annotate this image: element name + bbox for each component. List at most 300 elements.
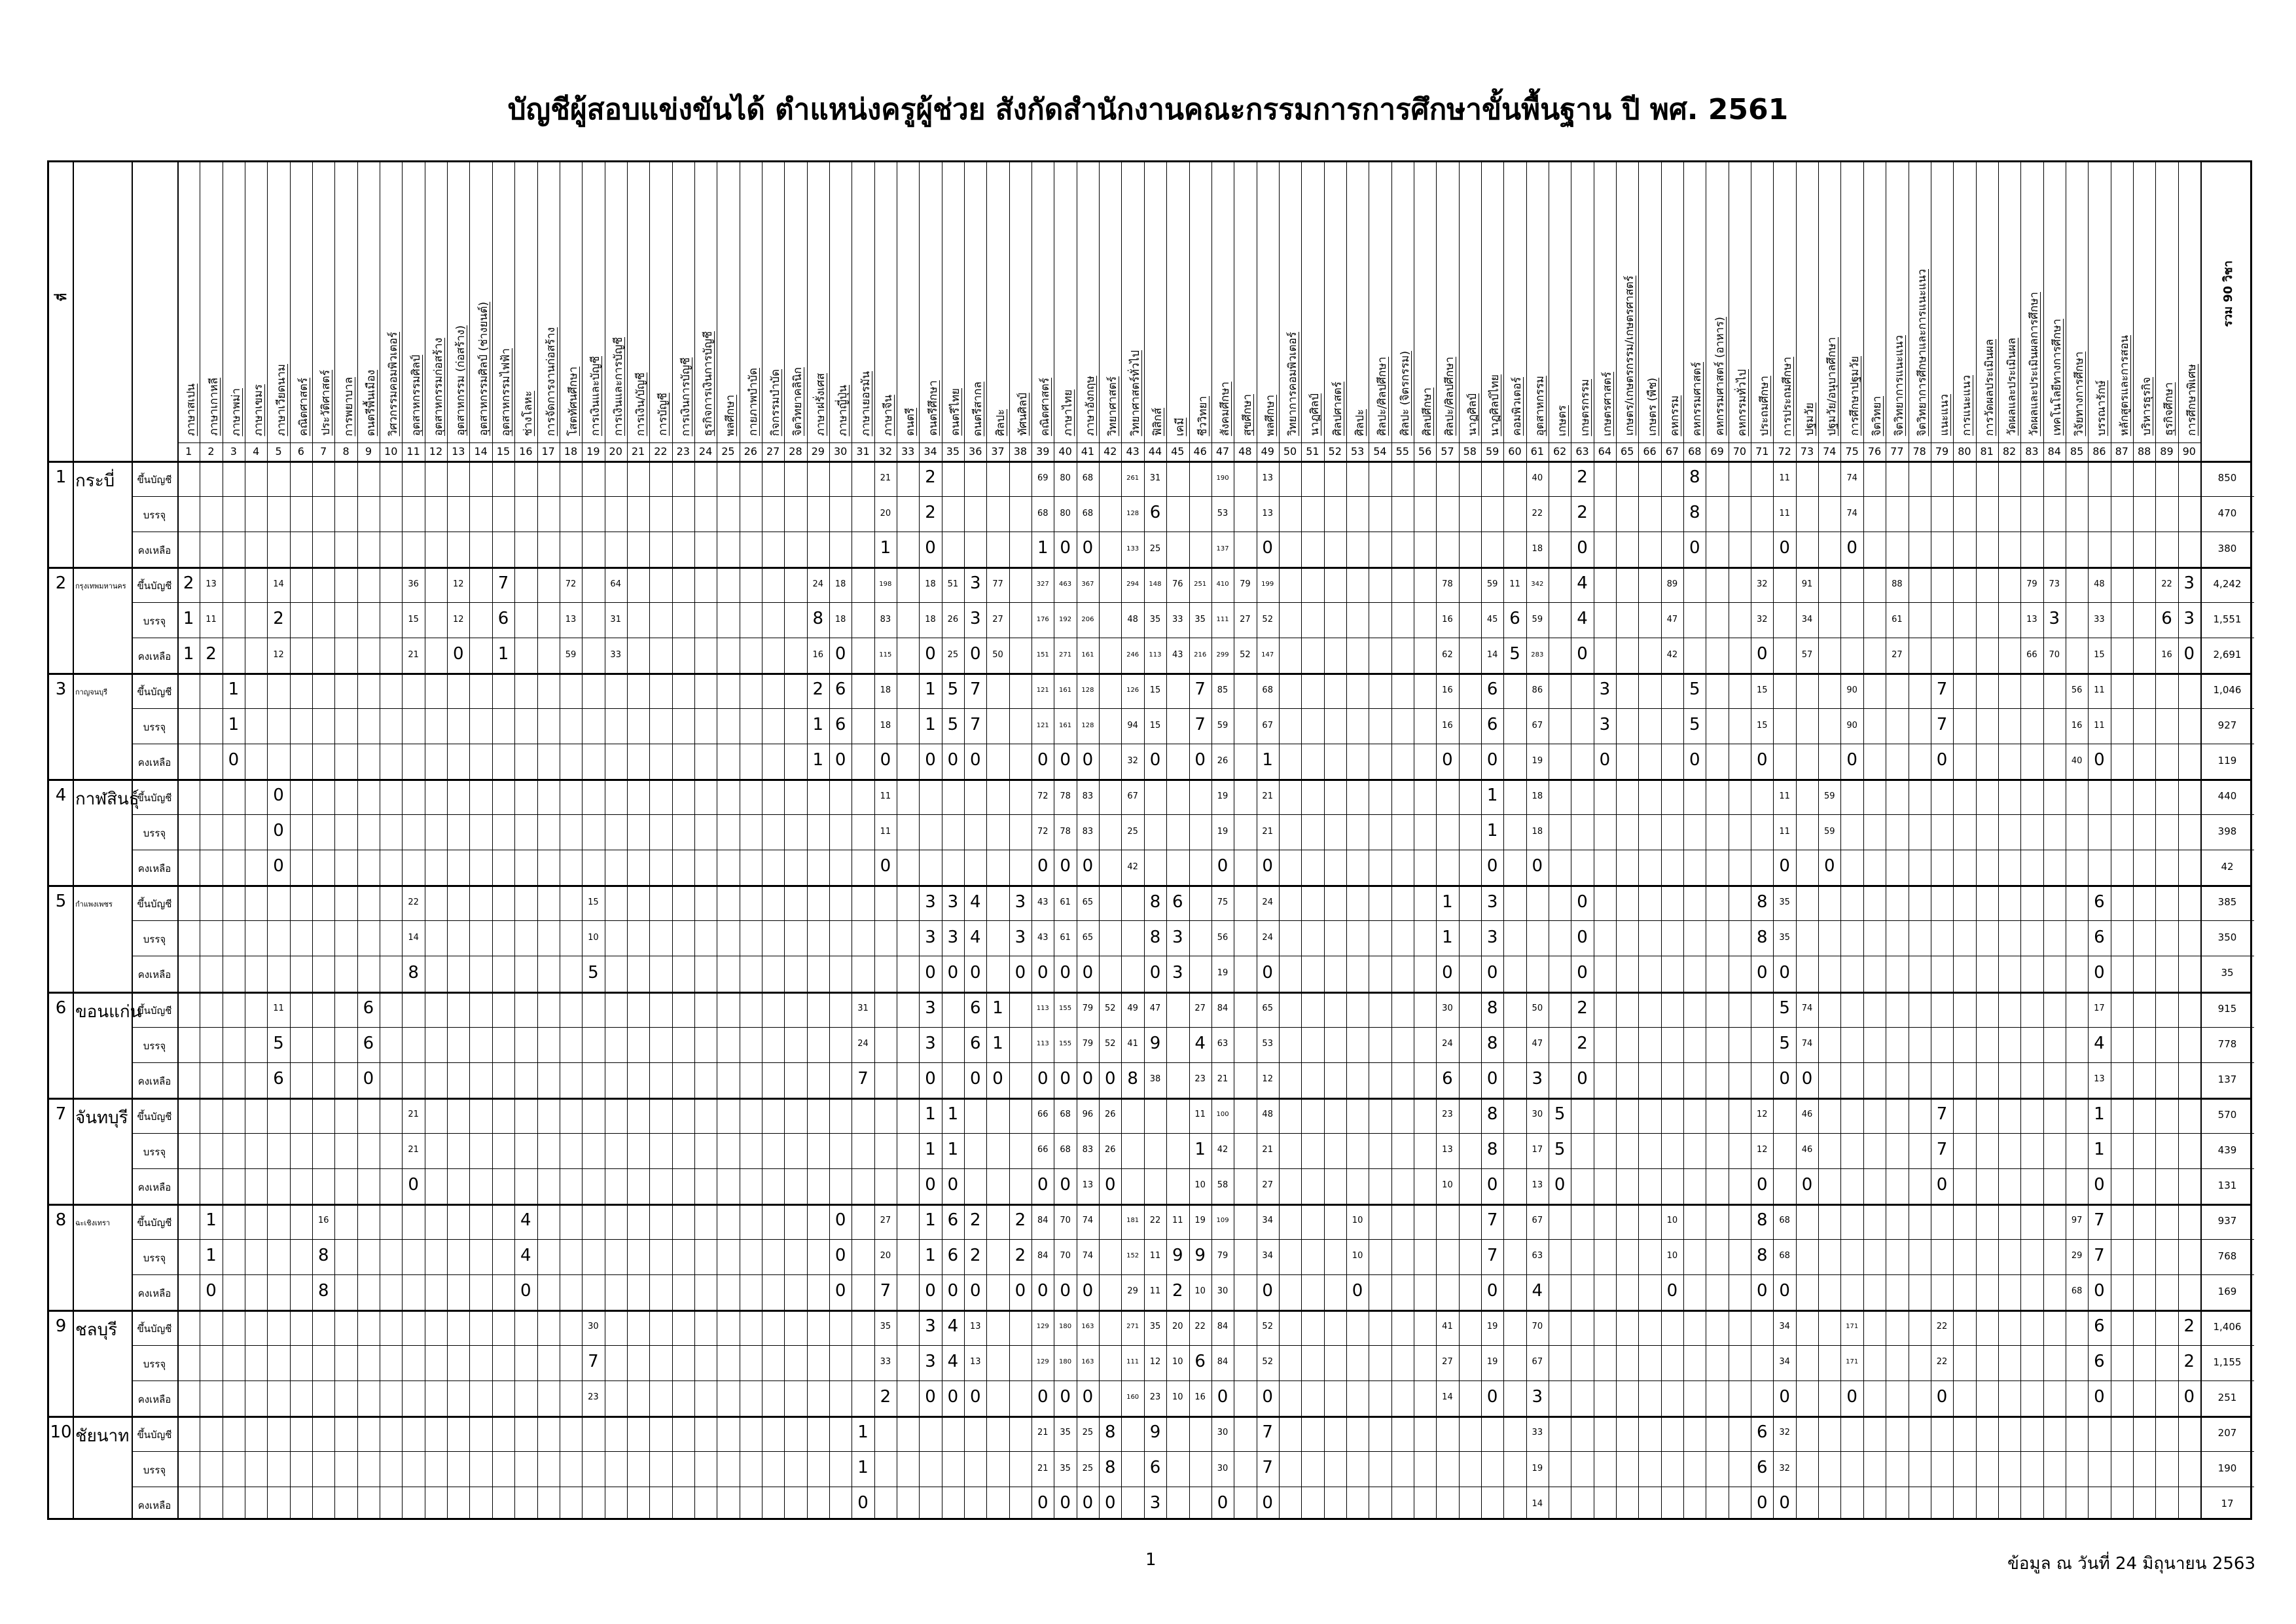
data-cell: 133 bbox=[1126, 545, 1139, 552]
data-cell: 83 bbox=[880, 614, 891, 624]
data-cell: 84 bbox=[1217, 1322, 1229, 1332]
data-cell: 8 bbox=[1757, 892, 1768, 912]
data-cell: 12 bbox=[453, 614, 464, 624]
subject-number: 83 bbox=[2025, 445, 2039, 458]
subject-header: ธุรกิจศึกษา bbox=[2162, 382, 2176, 436]
data-cell: 1 bbox=[2094, 1139, 2105, 1159]
data-cell: 0 bbox=[1757, 1280, 1768, 1301]
province-name: กำแพงเพชร bbox=[75, 900, 113, 909]
data-cell: 1 bbox=[925, 1139, 936, 1159]
data-cell: 35 bbox=[1779, 933, 1790, 943]
data-cell: 1 bbox=[1442, 892, 1453, 912]
data-cell: 109 bbox=[1216, 1217, 1229, 1225]
data-cell: 83 bbox=[1082, 791, 1094, 801]
data-cell: 5 bbox=[1689, 679, 1700, 700]
data-cell: 90 bbox=[1846, 685, 1857, 695]
subject-header: วิจัยทางการศึกษา bbox=[2073, 351, 2087, 436]
subject-header: พลศึกษา bbox=[724, 394, 738, 436]
data-cell: 0 bbox=[834, 1210, 846, 1230]
row-total: 439 bbox=[2217, 1144, 2237, 1156]
subject-header: เทคโนโลยีทางการศึกษา bbox=[2050, 319, 2064, 436]
data-cell: 0 bbox=[925, 644, 936, 664]
data-cell: 0 bbox=[1779, 962, 1790, 983]
row-divider bbox=[49, 992, 2250, 994]
data-cell: 6 bbox=[1442, 1068, 1453, 1089]
data-cell: 2 bbox=[2183, 1351, 2195, 1371]
data-cell: 16 bbox=[1442, 720, 1453, 731]
data-cell: 0 bbox=[992, 1068, 1003, 1089]
data-cell: 51 bbox=[947, 579, 959, 589]
data-cell: 6 bbox=[1172, 892, 1183, 912]
column-divider bbox=[1346, 162, 1347, 1518]
data-cell: 3 bbox=[925, 998, 936, 1018]
data-cell: 67 bbox=[1262, 720, 1273, 731]
data-cell: 3 bbox=[925, 892, 936, 912]
data-cell: 35 bbox=[1194, 614, 1206, 624]
data-cell: 63 bbox=[1532, 1251, 1543, 1261]
data-cell: 10 bbox=[1194, 1286, 1206, 1297]
data-cell: 161 bbox=[1059, 686, 1072, 694]
row-total: 768 bbox=[2217, 1250, 2237, 1262]
subject-number: 21 bbox=[631, 445, 645, 458]
row-total: 17 bbox=[2221, 1497, 2234, 1509]
column-divider bbox=[447, 162, 448, 1518]
data-cell: 11 bbox=[1779, 791, 1790, 801]
data-cell: 25 bbox=[1127, 826, 1138, 837]
data-cell: 137 bbox=[1216, 545, 1229, 552]
data-cell: 33 bbox=[1532, 1428, 1543, 1438]
subject-number: 22 bbox=[654, 445, 668, 458]
data-cell: 271 bbox=[1059, 651, 1072, 659]
column-divider bbox=[1279, 162, 1280, 1518]
row-type-label: คงเหลือ bbox=[137, 1287, 171, 1299]
data-cell: 7 bbox=[1194, 679, 1206, 700]
data-cell: 6 bbox=[834, 679, 846, 700]
data-cell: 27 bbox=[1194, 1003, 1206, 1014]
data-cell: 13 bbox=[1262, 473, 1273, 483]
data-cell: 67 bbox=[1532, 1216, 1543, 1226]
data-cell: 20 bbox=[880, 1251, 891, 1261]
data-cell: 0 bbox=[1060, 1493, 1071, 1513]
data-cell: 63 bbox=[1217, 1039, 1229, 1049]
row-type-label: ขึ้นบัญชี bbox=[137, 1322, 172, 1335]
data-cell: 29 bbox=[2071, 1251, 2083, 1261]
data-cell: 23 bbox=[1194, 1074, 1206, 1085]
data-cell: 52 bbox=[1262, 1322, 1273, 1332]
data-cell: 0 bbox=[1262, 1280, 1273, 1301]
row-total: 470 bbox=[2217, 507, 2237, 520]
data-cell: 4 bbox=[947, 1316, 959, 1336]
data-cell: 1 bbox=[1037, 538, 1049, 558]
data-cell: 0 bbox=[1779, 1493, 1790, 1513]
data-cell: 0 bbox=[1060, 1068, 1071, 1089]
subject-number: 65 bbox=[1621, 445, 1634, 458]
data-cell: 27 bbox=[1442, 1357, 1453, 1367]
subject-header: วัดผลและประเมินผล bbox=[2005, 338, 2019, 436]
data-cell: 206 bbox=[1081, 615, 1094, 623]
data-cell: 26 bbox=[1217, 755, 1229, 766]
row-total: 1,046 bbox=[2213, 684, 2242, 696]
column-divider bbox=[1998, 162, 1999, 1518]
data-cell: 68 bbox=[1037, 508, 1049, 518]
data-cell: 14 bbox=[408, 933, 419, 943]
data-cell: 5 bbox=[1689, 715, 1700, 735]
subject-number: 58 bbox=[1463, 445, 1477, 458]
data-cell: 4 bbox=[1194, 1033, 1206, 1053]
column-divider bbox=[537, 162, 538, 1518]
data-cell: 0 bbox=[1846, 1386, 1857, 1407]
data-cell: 271 bbox=[1126, 1323, 1139, 1331]
data-cell: 36 bbox=[408, 579, 419, 589]
row-total: 350 bbox=[2217, 931, 2237, 944]
data-cell: 160 bbox=[1126, 1394, 1139, 1401]
data-cell: 0 bbox=[947, 750, 959, 770]
subject-number: 79 bbox=[1935, 445, 1949, 458]
data-cell: 48 bbox=[1262, 1110, 1273, 1120]
data-cell: 129 bbox=[1036, 1358, 1049, 1366]
subject-number: 33 bbox=[901, 445, 915, 458]
column-divider bbox=[73, 162, 74, 1518]
subject-header: ภาษาจีน bbox=[881, 394, 895, 436]
data-cell: 0 bbox=[880, 750, 891, 770]
data-cell: 13 bbox=[565, 614, 577, 624]
data-cell: 115 bbox=[879, 651, 892, 659]
subject-header: อุตสาหกรรมก่อสร้าง bbox=[431, 338, 445, 436]
data-cell: 43 bbox=[1172, 649, 1183, 660]
data-cell: 19 bbox=[1194, 1216, 1206, 1226]
row-type-label: คงเหลือ bbox=[137, 863, 171, 875]
row-type-label: ขึ้นบัญชี bbox=[137, 580, 172, 592]
subject-header: การเงินการบัญชี bbox=[679, 357, 692, 436]
subject-number: 4 bbox=[253, 445, 260, 458]
row-total: 2,691 bbox=[2213, 649, 2242, 661]
data-cell: 7 bbox=[1936, 715, 1948, 735]
row-type-label: ขึ้นบัญชี bbox=[137, 898, 172, 911]
data-cell: 1 bbox=[992, 998, 1003, 1018]
data-cell: 30 bbox=[1532, 1110, 1543, 1120]
data-cell: 1 bbox=[228, 679, 240, 700]
subject-header: ธุรกิจการเงินการบัญชี bbox=[702, 331, 715, 436]
data-cell: 27 bbox=[992, 614, 1003, 624]
data-cell: 0 bbox=[1217, 1493, 1229, 1513]
data-cell: 1 bbox=[2094, 1104, 2105, 1124]
subject-number: 37 bbox=[991, 445, 1005, 458]
page-title: บัญชีผู้สอบแข่งขันได้ ตำแหน่งครูผู้ช่วย สังกัดสำนักงานคณะกรรมการการศึกษาขั้นพื้นฐาน ปี พศ. 2561 bbox=[507, 93, 1789, 126]
data-cell: 42 bbox=[1666, 649, 1678, 660]
data-cell: 0 bbox=[1037, 1174, 1049, 1195]
data-cell: 0 bbox=[834, 1245, 846, 1265]
subject-header: วิทยาศาสตร์ทั่วไป bbox=[1128, 350, 1142, 436]
data-cell: 151 bbox=[1036, 651, 1049, 659]
data-cell: 299 bbox=[1216, 651, 1229, 659]
subject-number: 34 bbox=[924, 445, 937, 458]
subject-number: 55 bbox=[1395, 445, 1409, 458]
data-cell: 10 bbox=[1666, 1216, 1678, 1226]
subject-number: 45 bbox=[1171, 445, 1185, 458]
data-cell: 6 bbox=[2094, 927, 2105, 947]
data-cell: 15 bbox=[1149, 685, 1161, 695]
subject-header: ดนตรีพื้นเมือง bbox=[364, 369, 378, 436]
subject-header: อุตสาหกรรมศิลป์ (ช่างยนต์) bbox=[476, 302, 490, 436]
subject-header: ศิลปะ bbox=[1354, 408, 1367, 436]
subject-header: ภาษาญี่ปุ่น bbox=[836, 384, 850, 436]
data-cell: 18 bbox=[1532, 543, 1543, 554]
subject-header: ประถมศึกษา bbox=[1758, 375, 1772, 436]
data-cell: 0 bbox=[1757, 644, 1768, 664]
subject-header: ดนตรี bbox=[904, 408, 918, 436]
subject-header: การเงินและการบัญชี bbox=[611, 337, 625, 436]
data-cell: 0 bbox=[1060, 1280, 1071, 1301]
subject-header: วิศวกรรมคอมพิวเตอร์ bbox=[387, 331, 401, 436]
row-type-label: ขึ้นบัญชี bbox=[137, 1110, 172, 1123]
data-cell: 10 bbox=[1194, 1180, 1206, 1191]
data-cell: 4 bbox=[947, 1351, 959, 1371]
row-type-label: คงเหลือ bbox=[137, 1499, 171, 1511]
data-cell: 34 bbox=[1779, 1322, 1790, 1332]
data-cell: 113 bbox=[1036, 1005, 1049, 1013]
subject-number: 25 bbox=[721, 445, 735, 458]
subject-number: 84 bbox=[2047, 445, 2061, 458]
data-cell: 19 bbox=[1217, 791, 1229, 801]
row-divider bbox=[132, 1239, 2254, 1240]
data-cell: 1 bbox=[812, 715, 824, 735]
column-divider bbox=[2020, 162, 2021, 1518]
data-cell: 31 bbox=[857, 1003, 869, 1014]
column-divider bbox=[1436, 162, 1437, 1518]
row-divider bbox=[49, 885, 2250, 887]
data-cell: 6 bbox=[1757, 1458, 1768, 1478]
subject-header: กายภาพบำบัด bbox=[746, 368, 760, 436]
data-cell: 68 bbox=[2071, 1286, 2083, 1297]
data-cell: 13 bbox=[1442, 1145, 1453, 1155]
data-cell: 1 bbox=[925, 1210, 936, 1230]
subject-header: ประวัติศาสตร์ bbox=[319, 370, 333, 436]
data-cell: 190 bbox=[1216, 474, 1229, 482]
data-cell: 10 bbox=[1172, 1357, 1183, 1367]
data-cell: 0 bbox=[1846, 750, 1857, 770]
data-cell: 180 bbox=[1059, 1358, 1072, 1366]
column-divider bbox=[1953, 162, 1954, 1518]
data-cell: 0 bbox=[1757, 962, 1768, 983]
data-cell: 1 bbox=[1194, 1139, 1206, 1159]
subject-number: 67 bbox=[1665, 445, 1679, 458]
row-divider bbox=[132, 1027, 2254, 1028]
data-cell: 21 bbox=[408, 1110, 419, 1120]
data-cell: 0 bbox=[1060, 962, 1071, 983]
data-cell: 128 bbox=[1081, 686, 1094, 694]
subject-number: 16 bbox=[519, 445, 533, 458]
data-cell: 11 bbox=[1172, 1216, 1183, 1226]
subject-header: การพยาบาล bbox=[342, 376, 355, 436]
data-cell: 0 bbox=[520, 1280, 531, 1301]
data-cell: 2 bbox=[1577, 1033, 1588, 1053]
data-cell: 152 bbox=[1126, 1252, 1139, 1260]
subject-number: 82 bbox=[2002, 445, 2017, 458]
row-divider bbox=[132, 1062, 2254, 1063]
data-cell: 22 bbox=[1532, 508, 1543, 518]
data-cell: 1 bbox=[206, 1210, 217, 1230]
data-cell: 3 bbox=[925, 1033, 936, 1053]
subject-header: การเงิน/บัญชี bbox=[634, 372, 648, 436]
data-cell: 0 bbox=[1262, 1493, 1273, 1513]
subject-number: 13 bbox=[452, 445, 465, 458]
row-total: 1,406 bbox=[2213, 1320, 2242, 1333]
data-cell: 0 bbox=[1577, 1068, 1588, 1089]
data-cell: 128 bbox=[1126, 509, 1139, 517]
data-cell: 1 bbox=[925, 1104, 936, 1124]
subject-header: คณิตศาสตร์ bbox=[1039, 377, 1052, 436]
subject-number: 7 bbox=[320, 445, 327, 458]
data-cell: 46 bbox=[1801, 1145, 1813, 1155]
subject-number: 81 bbox=[1980, 445, 1994, 458]
subject-number: 31 bbox=[856, 445, 870, 458]
row-type-label: บรรจุ bbox=[143, 1358, 166, 1370]
row-total: 207 bbox=[2217, 1426, 2237, 1439]
subject-number: 78 bbox=[1912, 445, 1926, 458]
data-cell: 11 bbox=[880, 826, 891, 837]
row-divider bbox=[132, 1168, 2254, 1169]
data-cell: 4 bbox=[969, 892, 981, 912]
subject-header: การศึกษาพิเศษ bbox=[2185, 364, 2198, 436]
subject-number: 80 bbox=[1958, 445, 1971, 458]
data-cell: 11 bbox=[1779, 508, 1790, 518]
data-cell: 148 bbox=[1149, 580, 1162, 588]
data-cell: 0 bbox=[1262, 962, 1273, 983]
data-cell: 35 bbox=[1149, 614, 1161, 624]
row-type-label: บรรจุ bbox=[143, 1252, 166, 1264]
subject-number: 29 bbox=[811, 445, 825, 458]
data-cell: 11 bbox=[1149, 1286, 1161, 1297]
data-cell: 0 bbox=[1486, 1280, 1498, 1301]
row-total: 380 bbox=[2217, 543, 2237, 555]
province-name: จันทบุรี bbox=[75, 1108, 128, 1128]
data-cell: 16 bbox=[317, 1216, 329, 1226]
date-info: ข้อมูล ณ วันที่ 24 มิถุนายน 2563 bbox=[2007, 1554, 2255, 1574]
data-cell: 6 bbox=[497, 609, 509, 629]
data-cell: 29 bbox=[1127, 1286, 1138, 1297]
data-cell: 8 bbox=[1689, 467, 1700, 488]
province-number: 10 bbox=[50, 1422, 72, 1442]
province-number: 5 bbox=[55, 892, 67, 912]
data-cell: 65 bbox=[1082, 897, 1094, 907]
data-cell: 0 bbox=[947, 1280, 959, 1301]
data-cell: 22 bbox=[1936, 1357, 1948, 1367]
row-divider bbox=[132, 708, 2254, 709]
data-cell: 69 bbox=[1037, 473, 1049, 483]
data-cell: 0 bbox=[1486, 1068, 1498, 1089]
column-divider bbox=[784, 162, 785, 1518]
column-divider bbox=[649, 162, 650, 1518]
row-total: 119 bbox=[2217, 755, 2237, 767]
data-cell: 88 bbox=[1892, 579, 1903, 589]
subject-number: 3 bbox=[230, 445, 237, 458]
data-cell: 72 bbox=[1037, 791, 1049, 801]
subject-number: 30 bbox=[833, 445, 848, 458]
data-cell: 47 bbox=[1149, 1003, 1161, 1014]
data-cell: 0 bbox=[1779, 1386, 1790, 1407]
row-divider bbox=[49, 1204, 2250, 1206]
subject-number: 50 bbox=[1283, 445, 1297, 458]
data-cell: 11 bbox=[1779, 473, 1790, 483]
subject-header: การประถมศึกษา bbox=[1780, 356, 1794, 436]
column-divider bbox=[1459, 162, 1460, 1518]
data-cell: 66 bbox=[1037, 1145, 1049, 1155]
data-cell: 3 bbox=[925, 927, 936, 947]
data-cell: 246 bbox=[1126, 651, 1139, 659]
subject-number: 46 bbox=[1193, 445, 1207, 458]
data-cell: 121 bbox=[1036, 686, 1049, 694]
subject-number: 64 bbox=[1598, 445, 1612, 458]
data-cell: 8 bbox=[1486, 1033, 1498, 1053]
data-cell: 410 bbox=[1216, 580, 1229, 588]
data-cell: 0 bbox=[273, 785, 284, 806]
data-cell: 35 bbox=[1149, 1322, 1161, 1332]
data-cell: 0 bbox=[925, 750, 936, 770]
subject-header: เคมี bbox=[1174, 417, 1187, 436]
subject-header: ศิลปะ/ศิลปศึกษา bbox=[1443, 357, 1457, 436]
data-cell: 3 bbox=[1149, 1493, 1161, 1513]
data-cell: 2 bbox=[1014, 1210, 1026, 1230]
subject-header: วิทยาการคอมพิวเตอร์ bbox=[1286, 332, 1300, 436]
data-cell: 34 bbox=[1262, 1216, 1273, 1226]
data-cell: 0 bbox=[228, 750, 240, 770]
data-cell: 22 bbox=[2161, 579, 2172, 589]
row-type-label: บรรจุ bbox=[143, 1464, 166, 1476]
data-cell: 1 bbox=[183, 609, 194, 629]
data-cell: 61 bbox=[1060, 897, 1071, 907]
subject-header: ชีววิทยา bbox=[1196, 395, 1210, 436]
data-cell: 0 bbox=[1801, 1174, 1813, 1195]
data-cell: 0 bbox=[1037, 1386, 1049, 1407]
data-cell: 6 bbox=[1486, 679, 1498, 700]
data-cell: 13 bbox=[2026, 614, 2037, 624]
data-cell: 20 bbox=[1172, 1322, 1183, 1332]
data-cell: 40 bbox=[1532, 473, 1543, 483]
data-cell: 6 bbox=[2094, 1351, 2105, 1371]
data-cell: 8 bbox=[1486, 1139, 1498, 1159]
row-type-label: บรรจุ bbox=[143, 1146, 166, 1158]
data-cell: 161 bbox=[1081, 651, 1094, 659]
data-cell: 18 bbox=[925, 614, 936, 624]
data-cell: 52 bbox=[1105, 1003, 1116, 1014]
row-divider bbox=[132, 814, 2254, 815]
data-cell: 113 bbox=[1149, 651, 1162, 659]
data-cell: 0 bbox=[834, 1280, 846, 1301]
province-number: 9 bbox=[55, 1316, 67, 1336]
column-divider bbox=[334, 162, 335, 1518]
row-divider bbox=[132, 1133, 2254, 1134]
row-total: 778 bbox=[2217, 1038, 2237, 1050]
data-cell: 33 bbox=[1172, 614, 1183, 624]
data-cell: 171 bbox=[1846, 1358, 1859, 1366]
data-cell: 8 bbox=[1105, 1422, 1116, 1443]
data-cell: 27 bbox=[1262, 1180, 1273, 1191]
subject-header: ภาษาฝรั่งเศส bbox=[814, 373, 827, 436]
subject-header: ทัศนศิลป์ bbox=[1016, 393, 1030, 436]
subject-header: ภาษาเขมร bbox=[252, 384, 266, 436]
subject-number: 23 bbox=[676, 445, 690, 458]
data-cell: 0 bbox=[969, 1280, 981, 1301]
data-cell: 50 bbox=[1532, 1003, 1543, 1014]
data-cell: 0 bbox=[1577, 927, 1588, 947]
data-cell: 22 bbox=[408, 897, 419, 907]
data-cell: 0 bbox=[1846, 538, 1857, 558]
data-cell: 74 bbox=[1846, 508, 1857, 518]
column-divider bbox=[986, 162, 987, 1518]
data-cell: 61 bbox=[1060, 933, 1071, 943]
subject-number: 69 bbox=[1710, 445, 1724, 458]
row-divider bbox=[132, 496, 2254, 497]
